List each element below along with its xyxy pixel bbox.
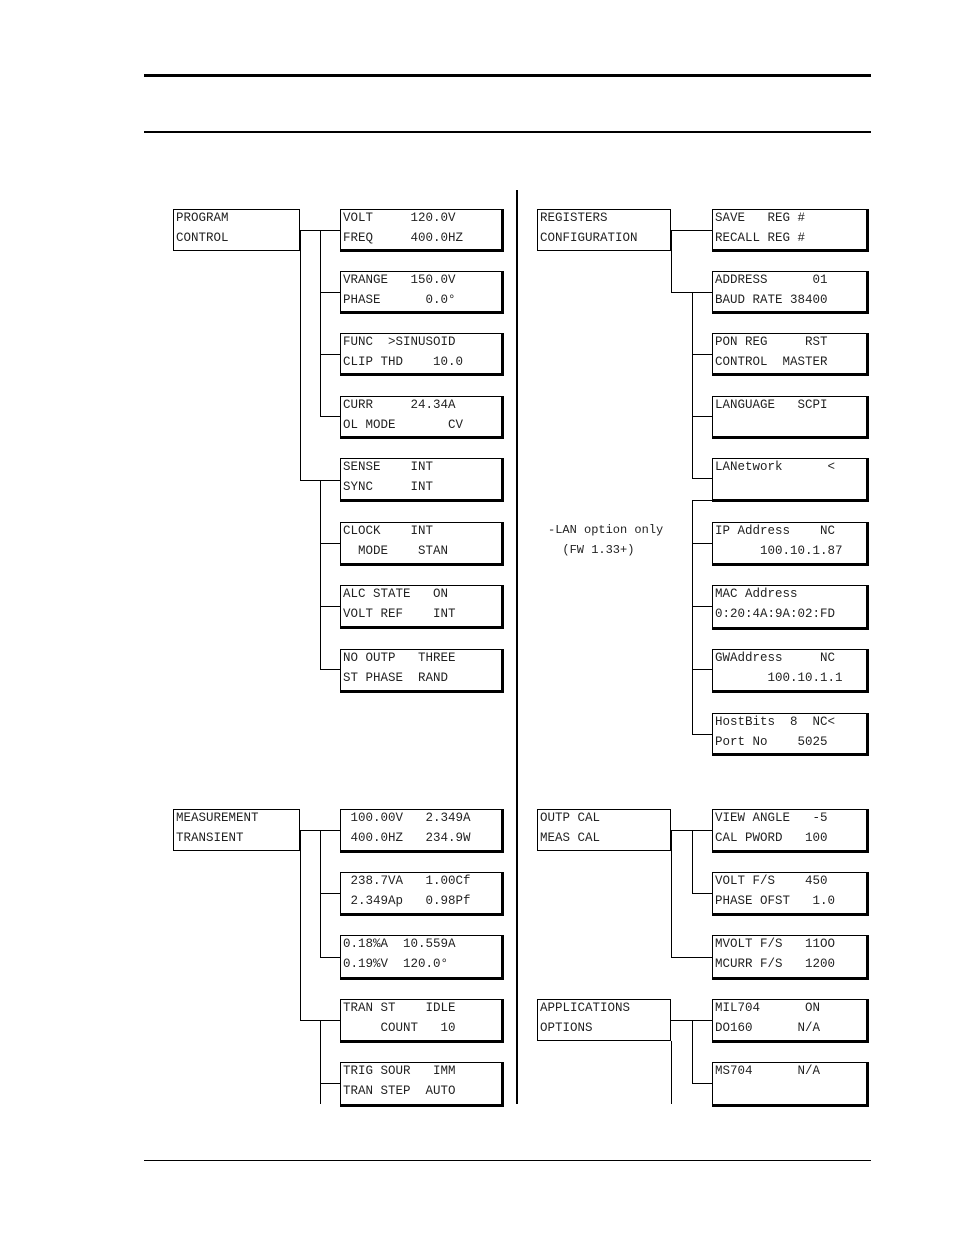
alc-voltref-line-2: VOLT REF INT — [343, 607, 456, 621]
func-clip-line-2: CLIP THD 10.0 — [343, 355, 464, 369]
hostbits-port-line-1: HostBits 8 NC< — [715, 715, 836, 729]
ip-address-line-2: 100.10.1.87 — [715, 544, 843, 558]
connector-line-39 — [671, 1041, 672, 1104]
alc-voltref-box — [340, 585, 504, 629]
connector-line-23 — [692, 669, 712, 670]
volt-fs-phase-line-2: PHASE OFST 1.0 — [715, 894, 836, 908]
clock-mode-line-1: CLOCK INT — [343, 524, 434, 538]
connector-line-35 — [692, 893, 712, 894]
lan-option-note-line-1: -LAN option only — [548, 523, 664, 537]
connector-line-18 — [692, 478, 712, 479]
trig-step-box — [340, 1062, 504, 1107]
connector-line-4 — [320, 354, 340, 355]
curr-olmode-box — [340, 396, 504, 439]
ponreg-control-box — [712, 333, 869, 376]
measurement-transient-line-2: TRANSIENT — [176, 831, 244, 845]
mil704-do160-line-1: MIL704 ON — [715, 1001, 821, 1015]
program-control-line-2: CONTROL — [176, 231, 229, 245]
volt-fs-phase-box — [712, 872, 869, 916]
alc-voltref-line-1: ALC STATE ON — [343, 587, 449, 601]
connector-line-21 — [692, 543, 712, 544]
ponreg-control-line-1: PON REG RST — [715, 335, 828, 349]
registers-configuration-line-2: CONFIGURATION — [540, 231, 638, 245]
tran-state-line-2: COUNT 10 — [343, 1021, 456, 1035]
func-clip-line-1: FUNC >SINUSOID — [343, 335, 456, 349]
ponreg-control-line-2: CONTROL MASTER — [715, 355, 828, 369]
sense-sync-box — [340, 458, 504, 502]
trig-step-line-1: TRIG SOUR IMM — [343, 1064, 456, 1078]
connector-line-17 — [692, 416, 712, 417]
hostbits-port-box — [712, 713, 869, 756]
connector-line-12 — [671, 230, 712, 231]
volt-freq-box — [340, 209, 504, 252]
connector-line-36 — [671, 830, 672, 957]
mil704-do160-line-2: DO160 N/A — [715, 1021, 821, 1035]
volt-freq-line-1: VOLT 120.0V — [343, 211, 456, 225]
connector-line-32 — [320, 1083, 340, 1084]
ms704-box — [712, 1062, 869, 1107]
address-baud-box — [712, 271, 869, 314]
mac-address-line-1: MAC Address — [715, 587, 798, 601]
connector-line-37 — [671, 957, 712, 958]
applications-options-line-1: APPLICATIONS — [540, 1001, 631, 1015]
volt-freq-line-2: FREQ 400.0HZ — [343, 231, 464, 245]
ip-address-box — [712, 522, 869, 566]
mil704-do160-box — [712, 999, 869, 1043]
clock-mode-line-2: MODE STAN — [343, 544, 449, 558]
volt-fs-phase-line-1: VOLT F/S 450 — [715, 874, 828, 888]
connector-line-28 — [320, 957, 340, 958]
mvolt-mcurr-line-2: MCURR F/S 1200 — [715, 957, 836, 971]
outp-cal-meas-cal-line-1: OUTP CAL — [540, 811, 601, 825]
clock-mode-box — [340, 522, 504, 566]
meas-va-cf-line-1: 238.7VA 1.00Cf — [343, 874, 471, 888]
nooutp-stphase-box — [340, 649, 504, 693]
curr-olmode-line-2: OL MODE CV — [343, 418, 464, 432]
column-divider — [516, 190, 518, 1104]
vrange-phase-line-2: PHASE 0.0° — [343, 293, 456, 307]
measurement-transient-box — [173, 809, 300, 851]
ip-address-line-1: IP Address NC — [715, 524, 836, 538]
lanetwork-line-1: LANetwork < — [715, 460, 836, 474]
meas-volt-amp-line-2: 400.0HZ 234.9W — [343, 831, 471, 845]
registers-configuration-box — [537, 209, 671, 251]
outp-cal-meas-cal-line-2: MEAS CAL — [540, 831, 601, 845]
header-rule-top — [144, 74, 871, 77]
mac-address-line-2: 0:20:4A:9A:02:FD — [715, 607, 836, 621]
outp-cal-meas-cal-box — [537, 809, 671, 851]
save-recall-line-1: SAVE REG # — [715, 211, 806, 225]
program-control-box — [173, 209, 300, 251]
curr-olmode-line-1: CURR 24.34A — [343, 398, 456, 412]
applications-options-line-2: OPTIONS — [540, 1021, 593, 1035]
meas-va-cf-box — [340, 872, 504, 916]
connector-line-5 — [320, 416, 340, 417]
meas-va-cf-line-2: 2.349Ap 0.98Pf — [343, 894, 471, 908]
meas-thd-line-1: 0.18%A 10.559A — [343, 937, 456, 951]
nooutp-stphase-line-2: ST PHASE RAND — [343, 671, 449, 685]
nooutp-stphase-line-1: NO OUTP THREE — [343, 651, 456, 665]
lanetwork-box — [712, 458, 869, 502]
gw-address-line-1: GWAddress NC — [715, 651, 836, 665]
mac-address-box — [712, 585, 869, 630]
view-angle-pword-line-2: CAL PWORD 100 — [715, 831, 828, 845]
connector-line-41 — [692, 1083, 712, 1084]
connector-line-11 — [320, 669, 340, 670]
mvolt-mcurr-box — [712, 935, 869, 980]
connector-line-29 — [300, 830, 301, 1020]
tran-state-box — [340, 999, 504, 1043]
tran-state-line-1: TRAN ST IDLE — [343, 1001, 456, 1015]
connector-line-13 — [671, 230, 672, 292]
gw-address-line-2: 100.10.1.1 — [715, 671, 843, 685]
connector-line-2 — [320, 230, 321, 416]
address-baud-line-2: BAUD RATE 38400 — [715, 293, 828, 307]
sense-sync-line-2: SYNC INT — [343, 480, 434, 494]
view-angle-pword-line-1: VIEW ANGLE -5 — [715, 811, 828, 825]
connector-line-31 — [320, 1020, 321, 1104]
program-control-line-1: PROGRAM — [176, 211, 229, 225]
connector-line-19 — [692, 500, 693, 734]
connector-line-22 — [692, 606, 712, 607]
connector-line-9 — [320, 543, 340, 544]
sense-sync-line-1: SENSE INT — [343, 460, 434, 474]
vrange-phase-box — [340, 271, 504, 314]
trig-step-line-2: TRAN STEP AUTO — [343, 1084, 456, 1098]
save-recall-line-2: RECALL REG # — [715, 231, 806, 245]
connector-line-27 — [320, 893, 340, 894]
header-rule-bottom — [144, 131, 871, 133]
lan-option-note-line-2: (FW 1.33+) — [548, 543, 635, 557]
measurement-transient-line-1: MEASUREMENT — [176, 811, 259, 825]
ms704-line-1: MS704 N/A — [715, 1064, 821, 1078]
registers-configuration-line-1: REGISTERS — [540, 211, 608, 225]
address-baud-line-1: ADDRESS 01 — [715, 273, 828, 287]
meas-thd-box — [340, 935, 504, 980]
meas-volt-amp-line-1: 100.00V 2.349A — [343, 811, 471, 825]
gw-address-box — [712, 649, 869, 693]
vrange-phase-line-1: VRANGE 150.0V — [343, 273, 456, 287]
connector-line-20 — [692, 500, 712, 501]
connector-line-15 — [692, 292, 693, 478]
meas-volt-amp-box — [340, 809, 504, 853]
footer-rule — [144, 1160, 871, 1161]
mvolt-mcurr-line-1: MVOLT F/S 11OO — [715, 937, 836, 951]
applications-options-box — [537, 999, 671, 1041]
connector-line-6 — [300, 230, 301, 480]
meas-thd-line-2: 0.19%V 120.0° — [343, 957, 449, 971]
hostbits-port-line-2: Port No 5025 — [715, 735, 828, 749]
connector-line-24 — [692, 734, 712, 735]
connector-line-34 — [692, 830, 693, 893]
connector-line-40 — [692, 1020, 693, 1083]
connector-line-16 — [692, 354, 712, 355]
func-clip-box — [340, 333, 504, 376]
save-recall-box — [712, 209, 869, 252]
connector-line-10 — [320, 606, 340, 607]
language-box — [712, 396, 869, 439]
connector-line-3 — [320, 292, 340, 293]
language-line-1: LANGUAGE SCPI — [715, 398, 828, 412]
view-angle-pword-box — [712, 809, 869, 853]
connector-line-8 — [320, 480, 321, 669]
